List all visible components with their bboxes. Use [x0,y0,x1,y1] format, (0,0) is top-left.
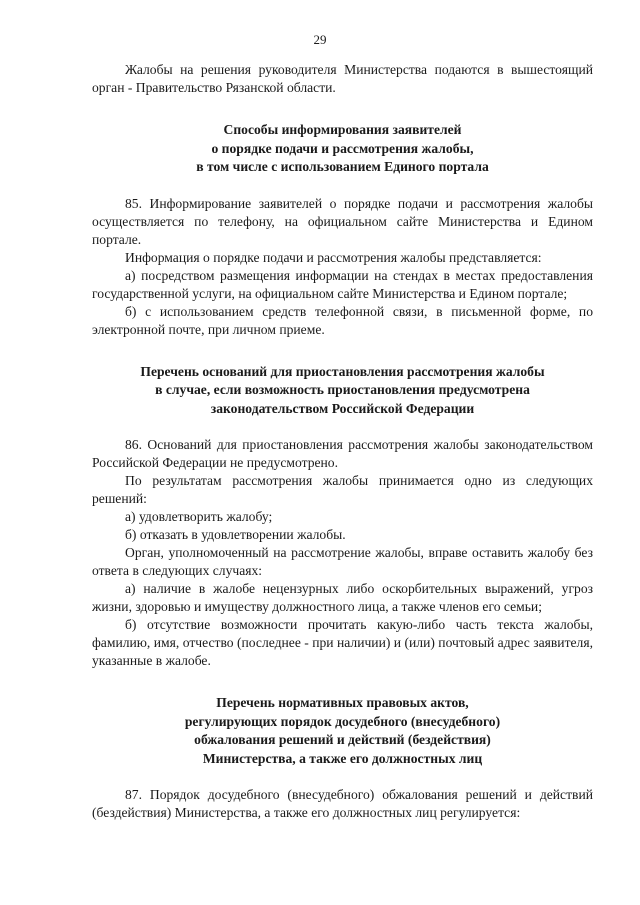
heading-suspension-grounds [92,363,593,419]
decision-a: а) удовлетворить жалобу; [125,509,273,524]
decision-b: б) отказать в удовлетворении жалобы. [125,527,346,542]
heading-regulatory-acts [92,694,593,768]
case-a: а) наличие в жалобе нецензурных либо оскорбительных выражений, угроз жизни, здоровью и имуществу должностного лица, а также членов его семьи; [92,581,593,614]
info-item-a: а) посредством размещения информации на стендах в местах предоставления государственной услуги, на официальном сайте Министерства и Едином портале; [92,267,593,301]
intro-paragraph: Жалобы на решения руководителя Министерства подаются в вышестоящий орган - Правительство Рязанской области. [92,62,593,95]
info-item-b: б) с использованием средств телефонной связи, в письменной форме, по электронной почте, при личном приеме. [92,303,593,337]
page-number: 29 [313,32,327,47]
organ-paragraph: Орган, уполномоченный на рассмотрение жалобы, вправе оставить жалобу без ответа в следующих случаях: [92,545,593,578]
paragraph-85: 85. Информирование заявителей о порядке подачи и рассмотрения жалобы осуществляется по телефону, на официальном сайте Министерства и Едином портале. [92,195,593,247]
heading-line: Министерства, а также его должностных лиц [202,750,483,766]
info-intro: Информация о порядке подачи и рассмотрения жалобы представляется: [125,249,542,265]
heading-line: в случае, если возможность приостановления предусмотрена [155,382,530,397]
heading-line: о порядке подачи и рассмотрения жалобы, [211,140,474,156]
page-content [92,61,593,822]
heading-line: регулирующих порядок досудебного (внесудебного) [184,713,501,729]
heading-line: Способы информирования заявителей [223,122,462,137]
heading-line: законодательством Российской Федерации [210,400,475,416]
paragraph-86: 86. Оснований для приостановления рассмотрения жалобы законодательством Российской Федерации не предусмотрено. [92,437,593,470]
heading-line: обжалования решений и действий (бездействия) [194,732,491,747]
heading-line: Перечень оснований для приостановления рассмотрения жалобы [140,363,545,379]
heading-line: Перечень нормативных правовых актов, [216,695,469,710]
heading-line: в том числе с использованием Единого портала [196,159,489,174]
paragraph-87: 87. Порядок досудебного (внесудебного) обжалования решений и действий (бездействия) Министерства, а также его должностных лиц регулируется: [92,787,593,820]
result-intro: По результатам рассмотрения жалобы принимается одно из следующих решений: [92,473,593,506]
case-b: б) отсутствие возможности прочитать какую-либо часть текста жалобы, фамилию, имя, отчество (последнее - при наличии) и (или) почтовый адрес заявителя, указанные в жалобе. [92,617,593,668]
heading-informing-methods [92,121,593,177]
